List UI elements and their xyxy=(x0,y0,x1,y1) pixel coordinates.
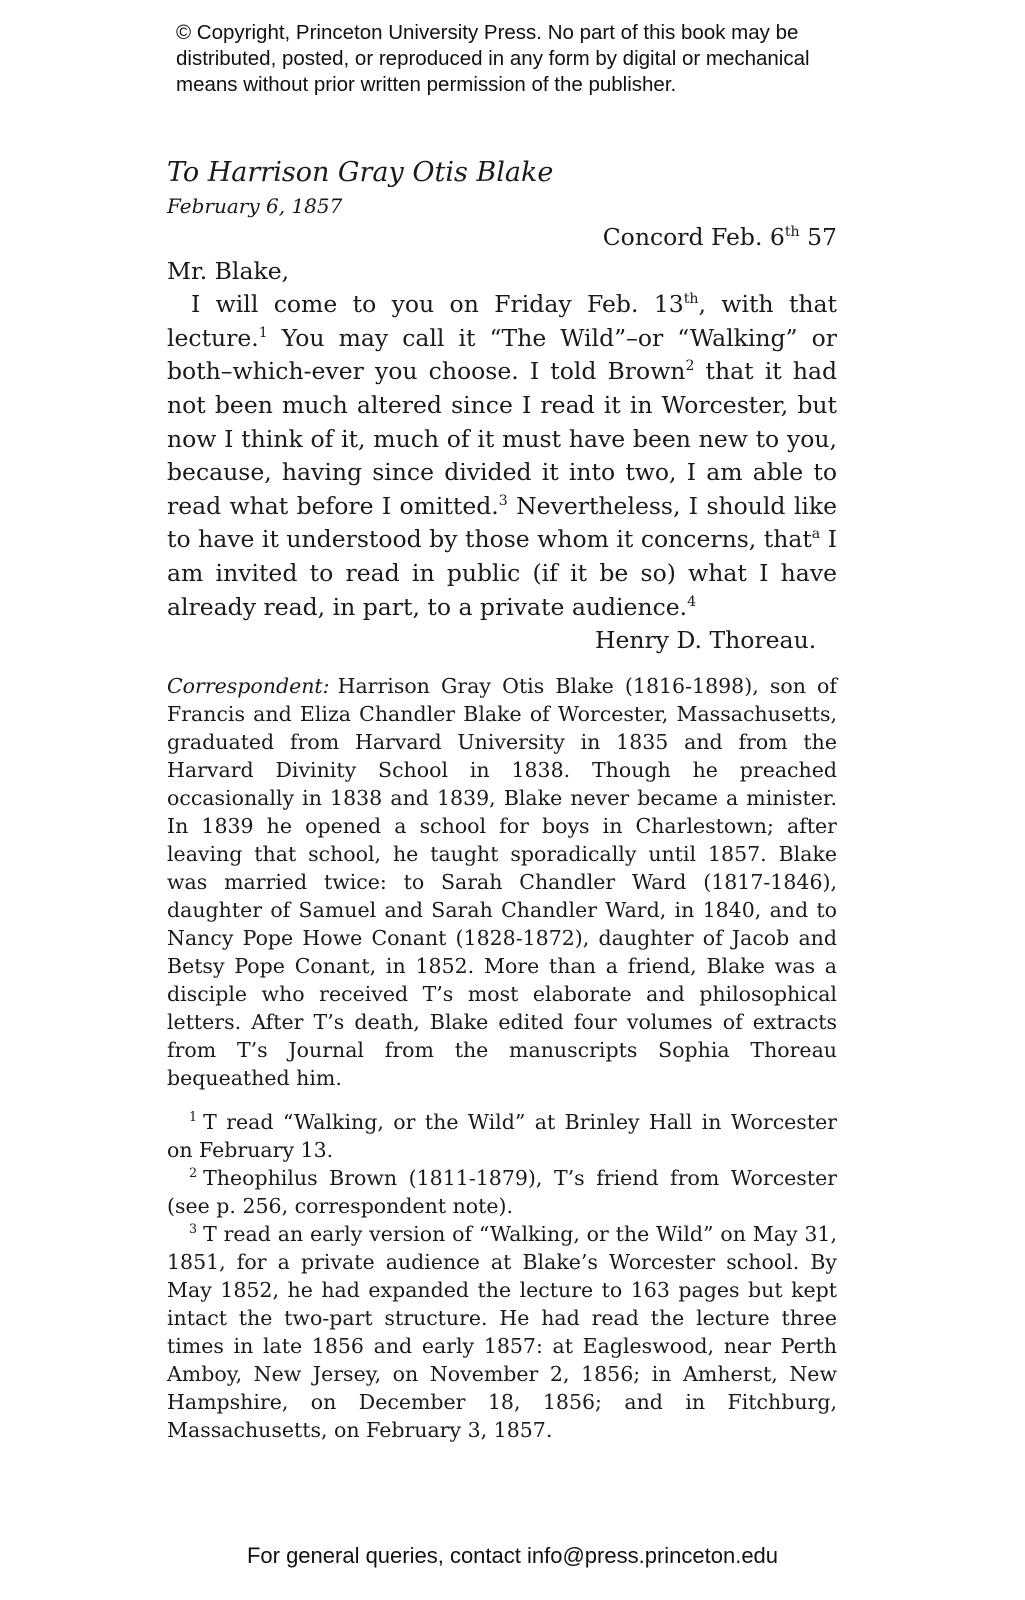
letter-body xyxy=(167,288,837,624)
dateline-year: 57 xyxy=(799,223,837,251)
letter-text: that it had not been much altered since I read it in Worcester, but now I think of it, much of it must have been new to you, because, having since divided it into two, I am able to read what before I omitted. xyxy=(167,357,838,520)
letter-text: You may call it “The Wild”–or “Walking” or both–which-ever you choose. I told Brown xyxy=(167,323,837,386)
footnote-text: T read “Walking, or the Wild” at Brinley Hall in Worcester on February 13. xyxy=(167,1109,837,1162)
footnote-text: T read an early version of “Walking, or the Wild” on May 31, 1851, for a private audience at Blake’s Worcester school. By May 1852, he had expanded the lecture to 163 pages but kept intact the two-part structure. He had read the lecture three times in late 1856 and early 1857: at Eagleswood, near Perth Amboy, New Jersey, on November 2, 1856; in Amherst, New Hampshire, on December 18, 1856; and in Fitchburg, Massachusetts, on February 3, 1857. xyxy=(167,1221,837,1442)
letter xyxy=(167,221,837,658)
contact-footer: For general queries, contact info@press.princeton.edu xyxy=(246,1543,779,1568)
dateline xyxy=(167,221,837,255)
footnote-number: 1 xyxy=(189,1108,198,1124)
salutation: Mr. Blake, xyxy=(167,256,290,285)
correspondent-text: Harrison Gray Otis Blake (1816-1898), son of Francis and Eliza Chandler Blake of Worcester, Massachusetts, graduated from Harvard University in 1835 and from the Harvard Divinity School in 1838. Though he preached occasionally in 1838 and 1839, Blake never became a minister. In 1839 he opened a school for boys in Charlestown; after leaving that school, he taught sporadically until 1857. Blake was married twice: to Sarah Chandler Ward (1817-1846), daughter of Samuel and Sarah Chandler Ward, in 1840, and to Nancy Pope Howe Conant (1828-1872), daughter of Jacob and Betsy Pope Conant, in 1852. More than a friend, Blake was a disciple who received T’s most elaborate and philosophical letters. After T’s death, Blake edited four volumes of extracts from T’s Journal from the manuscripts Sophia Thoreau bequeathed him. xyxy=(167,673,837,1090)
textual-note-ref: a xyxy=(811,526,821,543)
footnote xyxy=(167,1220,837,1444)
notes-section xyxy=(167,672,837,1444)
footnote-number: 3 xyxy=(189,1220,198,1236)
footnote-ref: 4 xyxy=(687,593,697,610)
footnote-number: 2 xyxy=(189,1164,198,1180)
correspondent-note xyxy=(167,672,837,1092)
letter-date: February 6, 1857 xyxy=(167,194,343,218)
footnote xyxy=(167,1164,837,1220)
dateline-superscript: th xyxy=(784,224,800,241)
letter-text: , with that lecture. xyxy=(167,290,837,352)
footnote-ref: 1 xyxy=(258,324,268,341)
copyright-notice: © Copyright, Princeton University Press. No part of this book may be distributed, posted, or reproduced in any form by digital or mechanical means without prior written permission of the publisher. xyxy=(176,21,810,96)
letter-title: To Harrison Gray Otis Blake xyxy=(167,157,554,188)
signature: Henry D. Thoreau. xyxy=(595,626,817,655)
dateline-text: Concord Feb. 6 xyxy=(602,223,785,251)
book-page xyxy=(167,155,837,1444)
letter-text: I will come to you on Friday Feb. 13 xyxy=(191,290,684,319)
correspondent-label: Correspondent: xyxy=(167,673,330,698)
footnote xyxy=(167,1108,837,1164)
letter-text: I am invited to read in public (if it be so) what I have already read, in part, to a private audience. xyxy=(167,525,837,621)
letter-text: Nevertheless, I should like to have it understood by those whom it concerns, that xyxy=(167,491,837,554)
footnotes xyxy=(167,1108,837,1444)
footnote-ref: 3 xyxy=(498,492,508,509)
footnote-ref: 2 xyxy=(685,358,695,375)
ordinal-superscript: th xyxy=(683,291,699,308)
footnote-text: Theophilus Brown (1811-1879), T’s friend from Worcester (see p. 256, correspondent note). xyxy=(167,1165,837,1218)
